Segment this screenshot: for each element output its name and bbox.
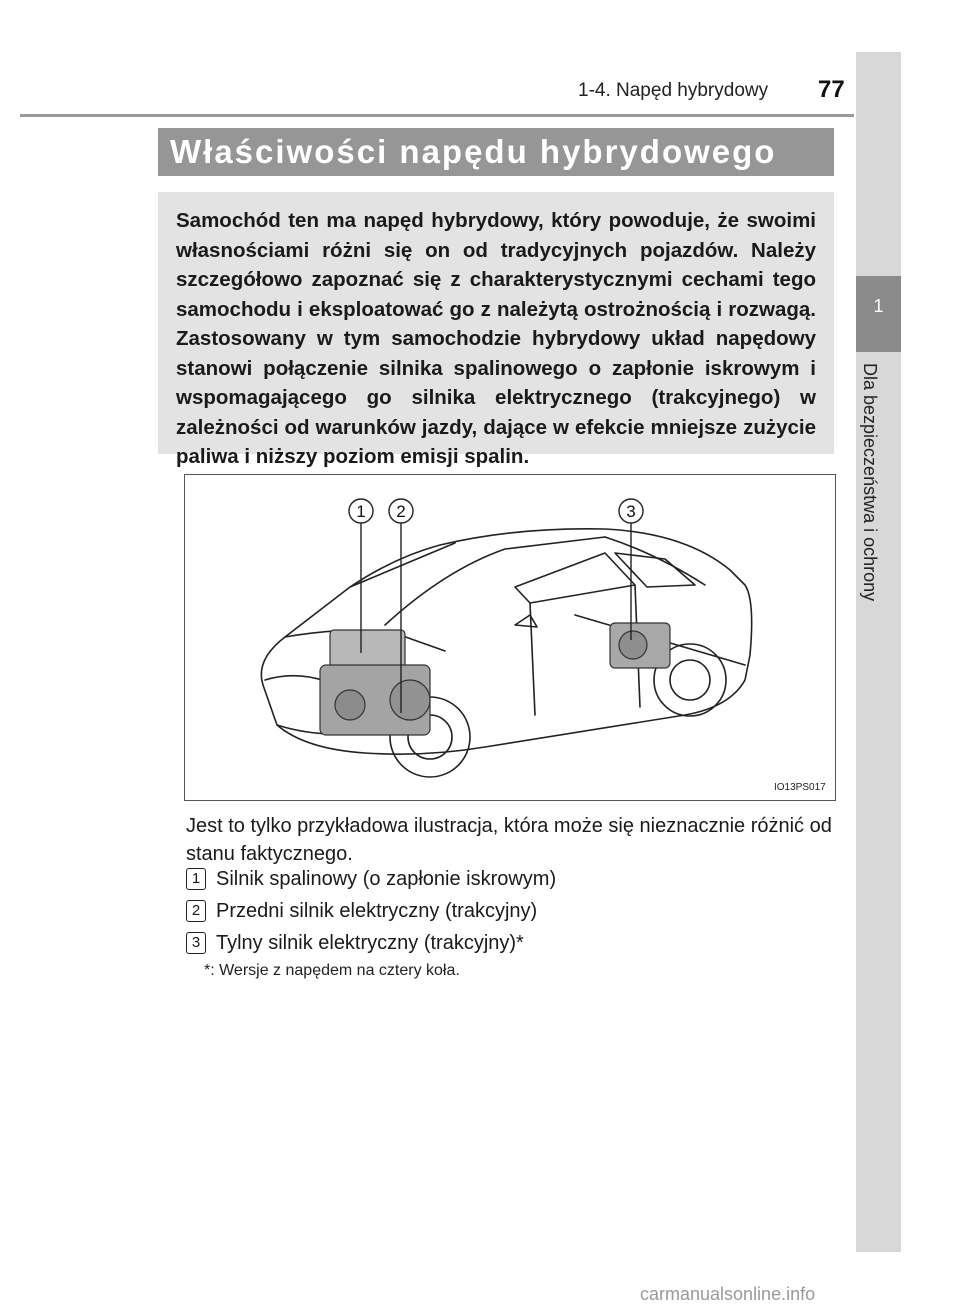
list-item bbox=[186, 868, 556, 891]
item-number-box: 1 bbox=[186, 868, 206, 890]
list-item bbox=[186, 900, 537, 923]
callout-3: 3 bbox=[626, 502, 636, 521]
item-text: Silnik spalinowy (o zapłonie iskrowym) bbox=[216, 868, 557, 890]
callout-2: 2 bbox=[396, 502, 406, 521]
car-illustration bbox=[184, 474, 836, 801]
item-number-box: 2 bbox=[186, 900, 206, 922]
car-drawing bbox=[185, 475, 835, 800]
list-item bbox=[186, 932, 524, 955]
page-title: Właściwości napędu hybrydowego bbox=[170, 133, 777, 170]
chapter-title: Dla bezpieczeństwa i ochrony bbox=[860, 363, 880, 602]
section-header: 1-4. Napęd hybrydowy bbox=[578, 80, 769, 101]
figure-code: IO13PS017 bbox=[774, 782, 826, 793]
side-tab-strip bbox=[856, 52, 901, 1252]
chapter-number: 1 bbox=[873, 296, 884, 316]
header-divider bbox=[20, 114, 854, 117]
figure-caption: Jest to tylko przykładowa ilustracja, która może się nieznacznie różnić od stanu faktycznego. bbox=[186, 815, 832, 865]
footnote: *: Wersje z napędem na cztery koła. bbox=[204, 962, 460, 979]
callout-1: 1 bbox=[356, 502, 366, 521]
page-number: 77 bbox=[818, 76, 845, 103]
watermark: carmanualsonline.info bbox=[640, 1284, 816, 1304]
item-number-box: 3 bbox=[186, 932, 206, 954]
item-text: Przedni silnik elektryczny (trakcyjny) bbox=[216, 900, 538, 922]
intro-text: Samochód ten ma napęd hybrydowy, który powoduje, że swoimi własnościami różni się on od tradycyjnych pojazdów. Należy szczegółowo zapoznać się z charakterystycznymi cechami tego samochodu i eksploatować go z należytą ostrożnością i rozwagą. Zastosowany w tym samochodzie hybrydowy układ napędowy stanowi połączenie silnika spalinowego o zapłonie iskrowym i wspomagającego go silnika elektrycznego (trakcyjnego) w zależności od warunków jazdy, dające w efekcie mniejsze zużycie paliwa i niższy poziom emisji spalin. bbox=[176, 209, 816, 468]
item-text: Tylny silnik elektryczny (trakcyjny)* bbox=[216, 932, 524, 954]
